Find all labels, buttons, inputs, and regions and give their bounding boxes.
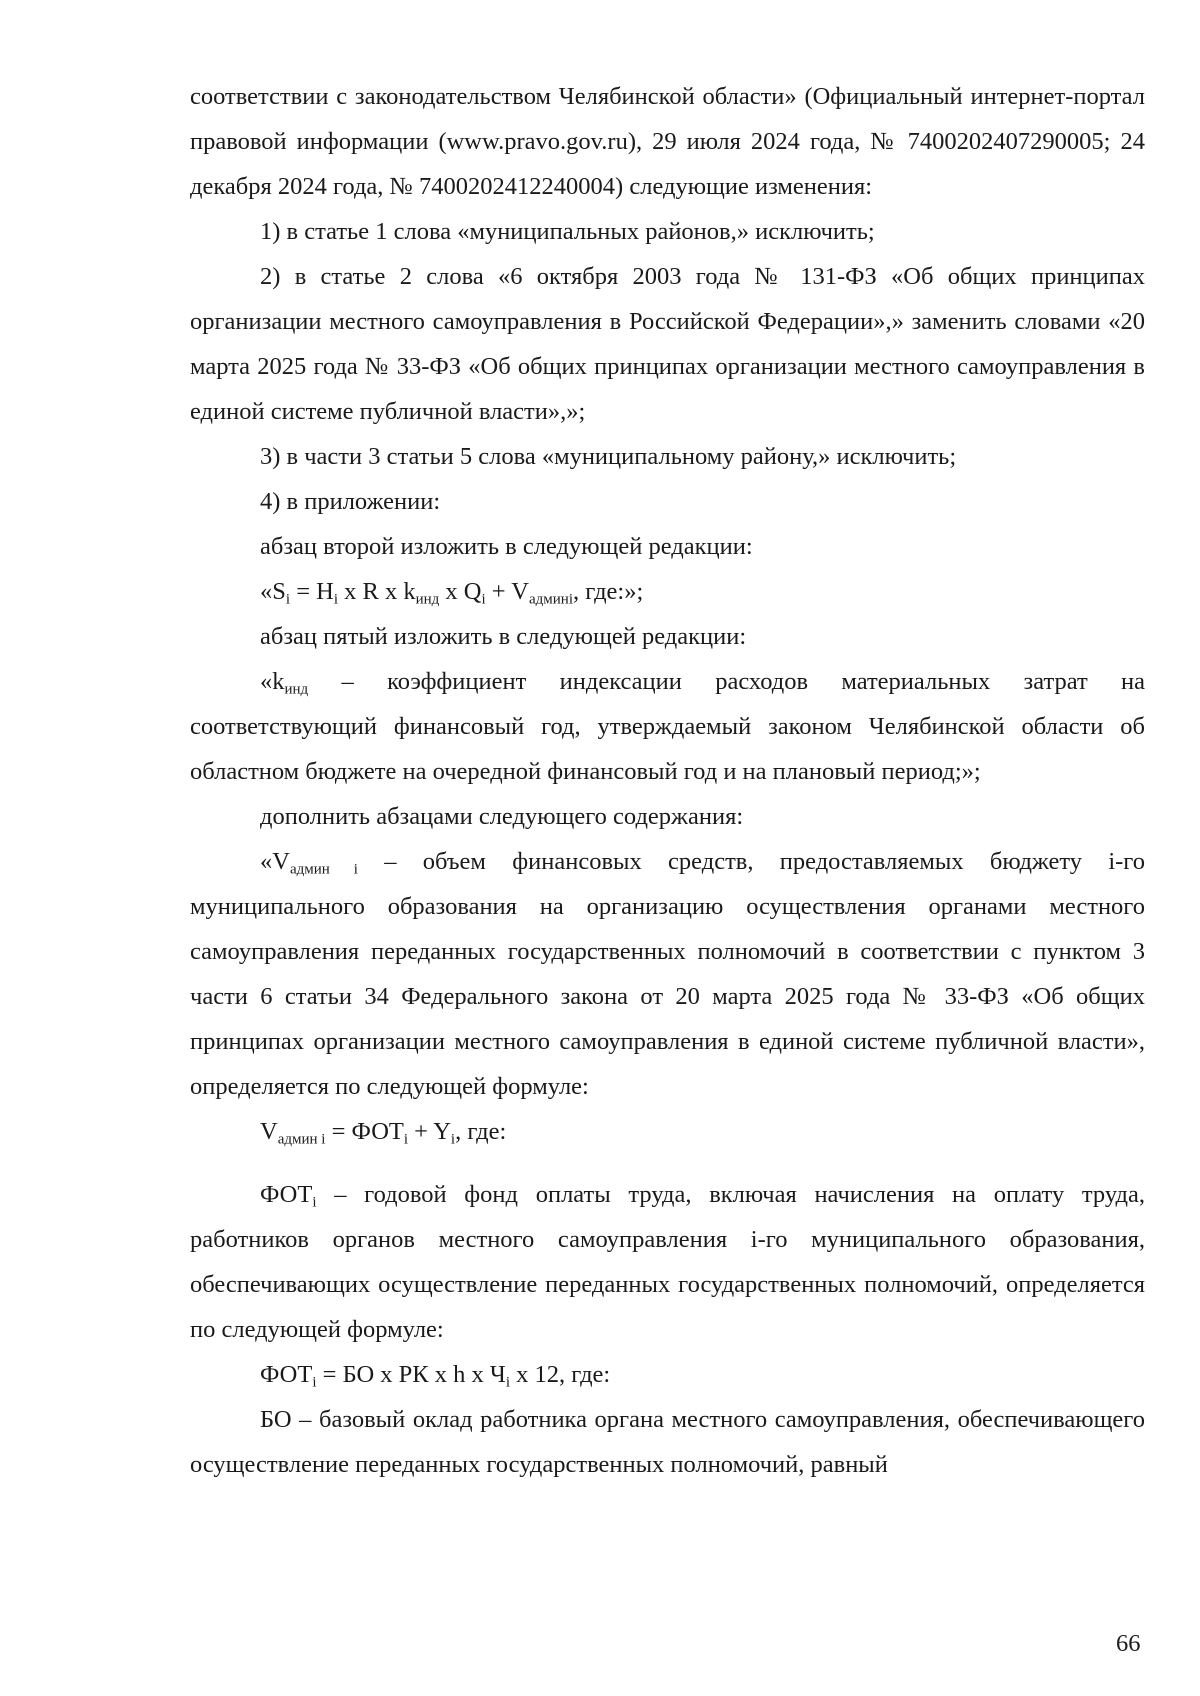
definition-kind: «$k_{инд}$ – коэффициент индексации расходов материальных затрат на соответствующий финансовый год, утверждаемый законом Челябинской области об областном бюджете на очередной финансовый год и на плановый период;»;	[190, 668, 1145, 785]
paragraph-abzac-pyatyy: абзац пятый изложить в следующей редакции:	[260, 623, 747, 650]
list-item-2: 2) в статье 2 слова «6 октября 2003 года № 131-ФЗ «Об общих принципах организации местного самоуправления в Российской Федерации»,» заменить словами «20 марта 2025 года № 33-ФЗ «Об общих принципах организации местного самоуправления в единой системе публичной власти»,»;	[190, 263, 1145, 425]
paragraph-dopolnit: дополнить абзацами следующего содержания:	[260, 803, 744, 830]
paragraph-intro: соответствии с законодательством Челябинской области» (Официальный интернет-портал правовой информации (www.pravo.gov.ru), 29 июля 2024 года, № 7400202407290005; 24 декабря 2024 года, № 7400202412240004) следующие изменения:	[190, 83, 1145, 200]
page-number: 66	[1116, 1630, 1141, 1657]
list-item-1: 1) в статье 1 слова «муниципальных районов,» исключить;	[260, 218, 875, 245]
definition-fot: $ФОТ_i$ – годовой фонд оплаты труда, включая начисления на оплату труда, работников органов местного самоуправления i-го муниципального образования, обеспечивающих осуществление переданных государственных полномочий, определяется по следующей формуле:	[190, 1181, 1145, 1343]
definition-bo: БО – базовый оклад работника органа местного самоуправления, обеспечивающего осуществление переданных государственных полномочий, равный	[190, 1406, 1145, 1478]
list-item-4: 4) в приложении:	[260, 488, 441, 515]
document-body	[190, 74, 1145, 1487]
formula-vadmin: $V_{админ i} = ФОТ_i + Y_i$, где:	[260, 1118, 507, 1148]
paragraph-abzac-vtoroy: абзац второй изложить в следующей редакции:	[260, 533, 753, 560]
list-item-3: 3) в части 3 статьи 5 слова «муниципальному району,» исключить;	[260, 443, 957, 470]
formula-s: «$S_i = H_i$ x R x $k_{инд}$ x $Q_i + V_{админi}$, где:»;	[260, 578, 644, 608]
formula-fot: $ФОТ_i$ = БО x РК x h x $Ч_i$ x 12, где:	[260, 1361, 611, 1391]
definition-vadmin: «$V_{админ i}$ – объем финансовых средств, предоставляемых бюджету i-го муниципального образования на организацию осуществления органами местного самоуправления переданных государственных полномочий в соответствии с пунктом 3 части 6 статьи 34 Федерального закона от 20 марта 2025 года № 33-ФЗ «Об общих принципах организации местного самоуправления в единой системе публичной власти», определяется по следующей формуле:	[190, 848, 1145, 1100]
